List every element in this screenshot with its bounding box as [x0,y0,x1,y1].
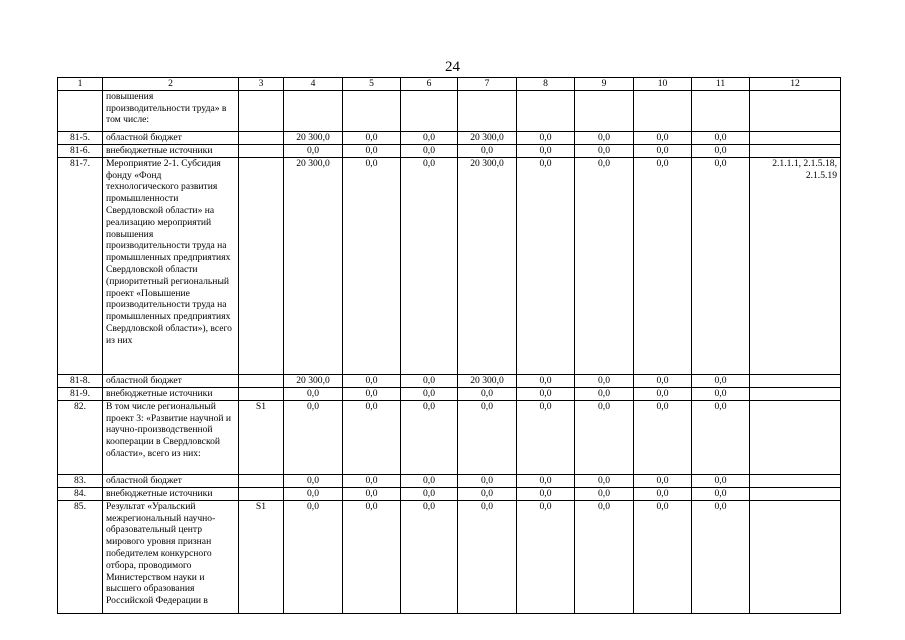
value-cell [634,90,692,131]
value-cell: 0,0 [517,474,575,487]
value-cell [575,90,634,131]
value-cell: 0,0 [634,157,692,374]
value-cell: 0,0 [575,131,634,144]
value-cell: 0,0 [401,400,458,474]
value-cell: 0,0 [458,387,517,400]
value-cell: 0,0 [284,487,343,500]
value-cell: 0,0 [575,474,634,487]
table-row [58,374,841,387]
row-number-cell: 84. [58,487,103,500]
value-cell: 0,0 [575,144,634,157]
row-number-cell: 83. [58,474,103,487]
value-cell: 0,0 [575,400,634,474]
table-row [58,400,841,474]
value-cell: 0,0 [343,500,401,613]
column-number-row [58,78,841,91]
value-cell: 0,0 [343,374,401,387]
value-cell: 0,0 [575,374,634,387]
value-cell: 0,0 [284,500,343,613]
value-cell: 0,0 [517,400,575,474]
page-number: 24 [445,59,460,75]
column-header: 6 [401,78,458,91]
value-cell: 0,0 [692,474,750,487]
table-row [58,474,841,487]
row-code-cell: S1 [239,500,284,613]
value-cell: 0,0 [692,487,750,500]
row-number-cell [58,90,103,131]
row-code-cell [239,387,284,400]
value-cell: 0,0 [517,487,575,500]
value-cell: 0,0 [401,157,458,374]
column-header: 3 [239,78,284,91]
value-cell: 0,0 [575,387,634,400]
value-cell: 0,0 [284,144,343,157]
target-reference-cell [750,131,841,144]
target-reference-cell [750,374,841,387]
table-row [58,487,841,500]
value-cell: 0,0 [458,474,517,487]
value-cell: 0,0 [343,144,401,157]
target-reference-cell: 2.1.1.1, 2.1.5.18, 2.1.5.19 [750,157,841,374]
value-cell: 0,0 [401,474,458,487]
row-number-cell: 85. [58,500,103,613]
value-cell: 0,0 [692,131,750,144]
row-name-cell: областной бюджет [103,131,239,144]
row-name-cell: Мероприятие 2-1. Субсидия фонду «Фонд технологического развития промышленности Свердловской области» на реализацию мероприятий повышения производительности труда на промышленных предприятиях Свердловской области (приоритетный региональный проект «Повышение производительности труда на промышленных предприятиях Свердловской области»), всего из них [103,157,239,374]
column-header: 9 [575,78,634,91]
value-cell: 0,0 [343,487,401,500]
row-name-cell: областной бюджет [103,374,239,387]
value-cell: 0,0 [692,144,750,157]
value-cell: 0,0 [401,487,458,500]
value-cell: 0,0 [692,400,750,474]
value-cell: 0,0 [575,487,634,500]
table-row [58,131,841,144]
value-cell: 0,0 [284,474,343,487]
value-cell: 0,0 [575,157,634,374]
column-header: 11 [692,78,750,91]
column-header: 8 [517,78,575,91]
value-cell: 0,0 [517,131,575,144]
row-number-cell: 81-7. [58,157,103,374]
value-cell: 0,0 [692,387,750,400]
value-cell: 0,0 [401,144,458,157]
row-code-cell [239,144,284,157]
value-cell: 0,0 [692,500,750,613]
value-cell: 20 300,0 [458,131,517,144]
row-code-cell [239,131,284,144]
value-cell: 0,0 [458,500,517,613]
row-number-cell: 81-5. [58,131,103,144]
row-name-cell: внебюджетные источники [103,387,239,400]
row-number-cell: 81-6. [58,144,103,157]
value-cell [517,90,575,131]
target-reference-cell [750,90,841,131]
value-cell [401,90,458,131]
row-number-cell: 81-9. [58,387,103,400]
column-header: 2 [103,78,239,91]
value-cell: 0,0 [634,374,692,387]
row-name-cell: повышения производительности труда» в том числе: [103,90,239,131]
value-cell: 0,0 [517,500,575,613]
row-code-cell [239,474,284,487]
value-cell: 0,0 [401,374,458,387]
table-row [58,144,841,157]
value-cell [692,90,750,131]
value-cell: 0,0 [575,500,634,613]
row-number-cell: 81-8. [58,374,103,387]
value-cell: 0,0 [634,131,692,144]
column-header: 7 [458,78,517,91]
value-cell: 0,0 [692,157,750,374]
table-row [58,387,841,400]
value-cell: 0,0 [343,387,401,400]
value-cell: 0,0 [284,400,343,474]
value-cell: 0,0 [517,144,575,157]
target-reference-cell [750,487,841,500]
row-number-cell: 82. [58,400,103,474]
column-header: 12 [750,78,841,91]
row-name-cell: внебюджетные источники [103,144,239,157]
row-name-cell: В том числе региональный проект 3: «Развитие научной и научно-производственной кооперации в Свердловской области», всего из них: [103,400,239,474]
value-cell: 20 300,0 [458,374,517,387]
target-reference-cell [750,387,841,400]
row-code-cell [239,487,284,500]
value-cell: 0,0 [692,374,750,387]
target-reference-cell [750,144,841,157]
value-cell: 0,0 [284,387,343,400]
value-cell: 0,0 [343,131,401,144]
column-header: 4 [284,78,343,91]
value-cell: 0,0 [634,474,692,487]
row-code-cell [239,374,284,387]
column-header: 5 [343,78,401,91]
value-cell: 0,0 [634,144,692,157]
value-cell: 0,0 [634,400,692,474]
value-cell: 0,0 [458,487,517,500]
row-name-cell: внебюджетные источники [103,487,239,500]
value-cell: 0,0 [458,144,517,157]
value-cell: 0,0 [517,157,575,374]
target-reference-cell [750,500,841,613]
value-cell [458,90,517,131]
value-cell: 0,0 [401,500,458,613]
value-cell: 0,0 [634,500,692,613]
value-cell [343,90,401,131]
table-row [58,157,841,374]
row-name-cell: Результат «Уральский межрегиональный научно-образовательный центр мирового уровня признан победителем конкурсного отбора, проводимого Министерством науки и высшего образования Российской Федерации в [103,500,239,613]
row-code-cell [239,157,284,374]
table-row [58,90,841,131]
row-name-cell: областной бюджет [103,474,239,487]
value-cell: 0,0 [401,131,458,144]
value-cell: 0,0 [343,157,401,374]
value-cell: 0,0 [517,374,575,387]
value-cell: 20 300,0 [284,374,343,387]
value-cell: 0,0 [458,400,517,474]
row-code-cell: S1 [239,400,284,474]
target-reference-cell [750,400,841,474]
value-cell: 0,0 [401,387,458,400]
value-cell: 0,0 [343,474,401,487]
value-cell [284,90,343,131]
target-reference-cell [750,474,841,487]
value-cell: 20 300,0 [284,157,343,374]
budget-table [57,77,841,614]
column-header: 10 [634,78,692,91]
row-code-cell [239,90,284,131]
table-row [58,500,841,613]
value-cell: 20 300,0 [284,131,343,144]
value-cell: 0,0 [343,400,401,474]
value-cell: 0,0 [634,387,692,400]
value-cell: 0,0 [517,387,575,400]
column-header: 1 [58,78,103,91]
value-cell: 0,0 [634,487,692,500]
value-cell: 20 300,0 [458,157,517,374]
